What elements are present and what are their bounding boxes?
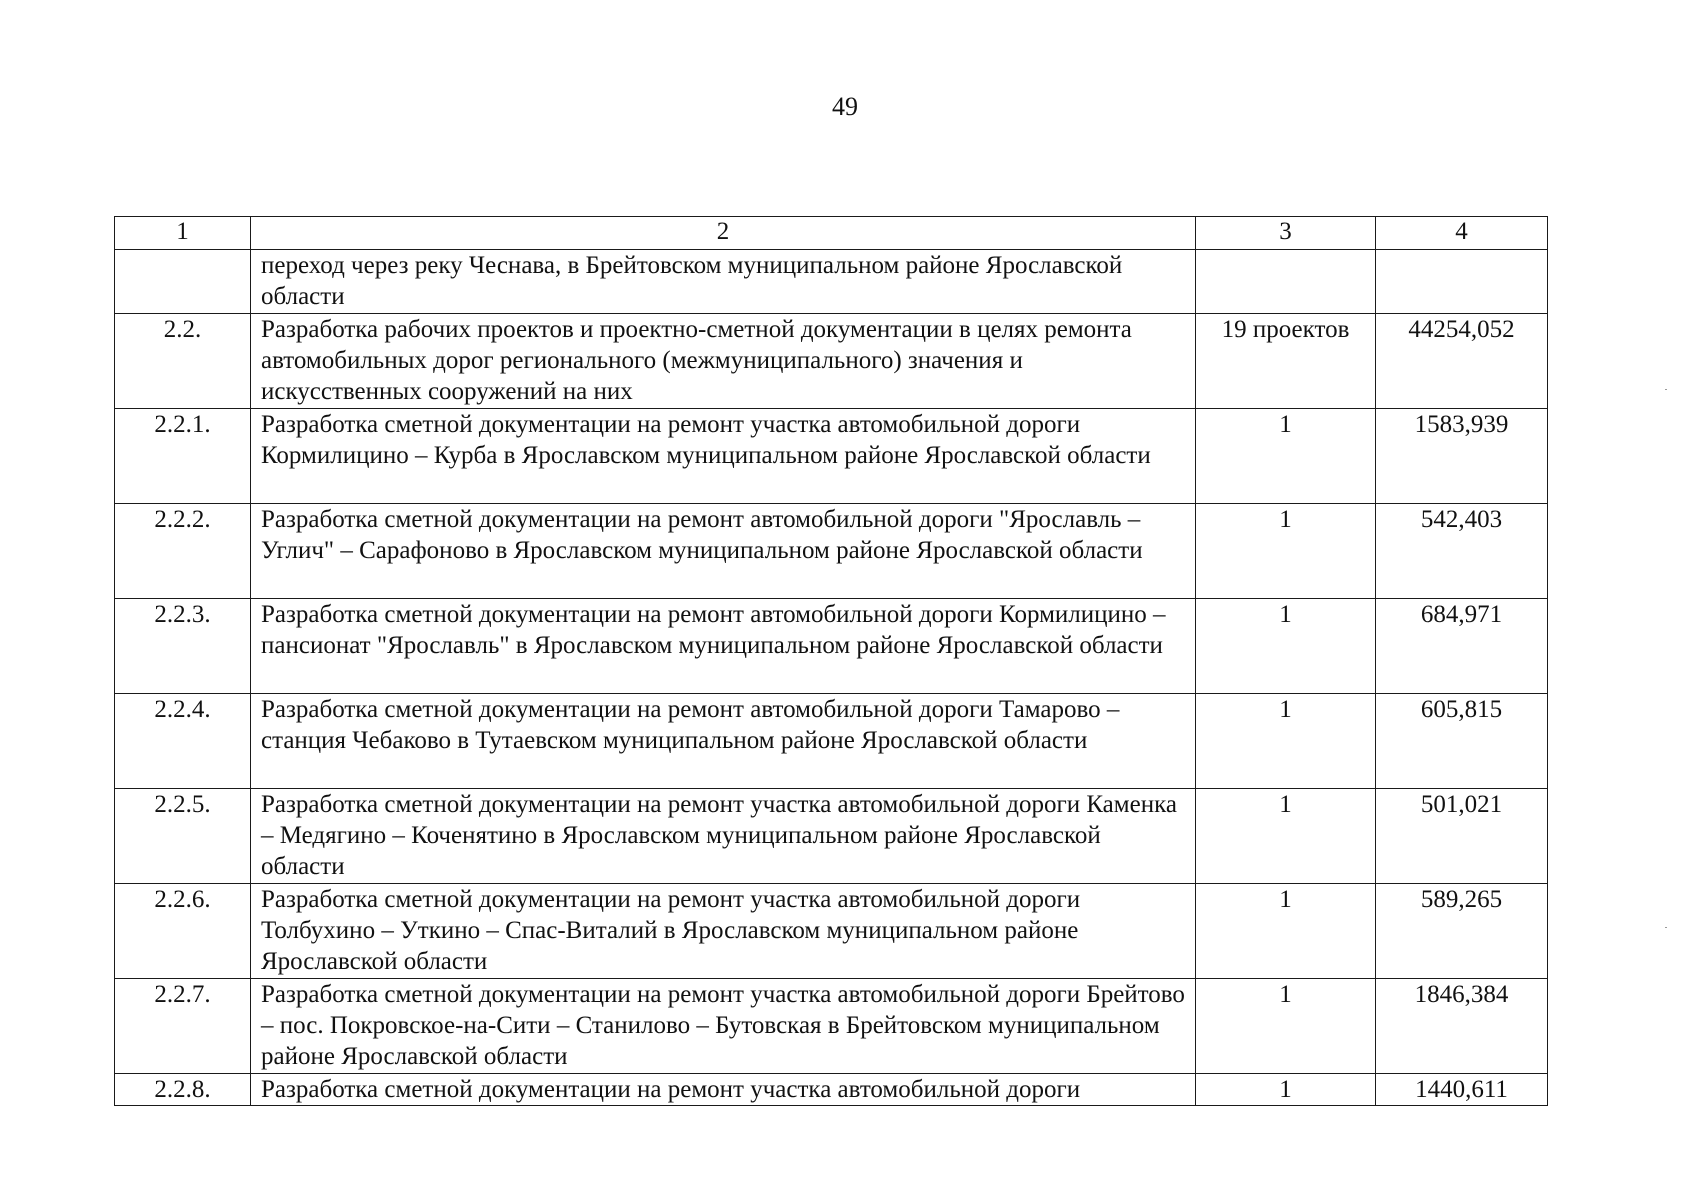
header-cell-col1: 1 xyxy=(115,217,251,250)
row-quantity: 1 xyxy=(1196,884,1376,979)
row-number: 2.2.3. xyxy=(115,599,251,694)
row-description: Разработка сметной документации на ремонт участка автомобильной дороги Толбухино – Уткино – Спас-Виталий в Ярославском муниципальном районе Ярославской области xyxy=(251,884,1196,979)
budget-table xyxy=(114,216,1548,1106)
row-number: 2.2.5. xyxy=(115,789,251,884)
table-row xyxy=(115,979,1548,1074)
row-amount: 1440,611 xyxy=(1376,1074,1548,1106)
row-number xyxy=(115,250,251,314)
header-cell-col2: 2 xyxy=(251,217,1196,250)
row-description: Разработка сметной документации на ремонт участка автомобильной дороги xyxy=(251,1074,1196,1106)
table-row xyxy=(115,789,1548,884)
row-amount: 44254,052 xyxy=(1376,314,1548,409)
row-amount: 542,403 xyxy=(1376,504,1548,599)
row-amount: 1846,384 xyxy=(1376,979,1548,1074)
row-description: Разработка рабочих проектов и проектно-сметной документации в целях ремонта автомобильных дорог регионального (межмуниципального) значения и искусственных сооружений на них xyxy=(251,314,1196,409)
table-row xyxy=(115,599,1548,694)
row-quantity: 1 xyxy=(1196,1074,1376,1106)
row-number: 2.2.6. xyxy=(115,884,251,979)
row-description: переход через реку Чеснава, в Брейтовском муниципальном районе Ярославской области xyxy=(251,250,1196,314)
table-row xyxy=(115,314,1548,409)
row-quantity: 19 проектов xyxy=(1196,314,1376,409)
table-row xyxy=(115,884,1548,979)
row-quantity: 1 xyxy=(1196,409,1376,504)
row-number: 2.2.2. xyxy=(115,504,251,599)
row-quantity: 1 xyxy=(1196,599,1376,694)
row-description: Разработка сметной документации на ремонт автомобильной дороги Тамарово – станция Чебаково в Тутаевском муниципальном районе Ярославской области xyxy=(251,694,1196,789)
row-number: 2.2.4. xyxy=(115,694,251,789)
row-description: Разработка сметной документации на ремонт автомобильной дороги "Ярославль – Углич" – Сарафоново в Ярославском муниципальном районе Ярославской области xyxy=(251,504,1196,599)
row-quantity: 1 xyxy=(1196,789,1376,884)
row-quantity: 1 xyxy=(1196,694,1376,789)
row-amount: 501,021 xyxy=(1376,789,1548,884)
row-description: Разработка сметной документации на ремонт участка автомобильной дороги Кормилицино – Курба в Ярославском муниципальном районе Ярославской области xyxy=(251,409,1196,504)
row-number: 2.2.8. xyxy=(115,1074,251,1106)
row-quantity: 1 xyxy=(1196,504,1376,599)
row-description: Разработка сметной документации на ремонт участка автомобильной дороги Каменка – Медягино – Коченятино в Ярославском муниципальном районе Ярославской области xyxy=(251,789,1196,884)
header-cell-col4: 4 xyxy=(1376,217,1548,250)
row-amount: 684,971 xyxy=(1376,599,1548,694)
row-quantity: 1 xyxy=(1196,979,1376,1074)
table-row xyxy=(115,409,1548,504)
row-description: Разработка сметной документации на ремонт автомобильной дороги Кормилицино – пансионат "Ярославль" в Ярославском муниципальном районе Ярославской области xyxy=(251,599,1196,694)
row-amount: 605,815 xyxy=(1376,694,1548,789)
page-number: 49 xyxy=(832,92,858,121)
scan-speck xyxy=(1665,389,1667,390)
scan-speck xyxy=(1665,927,1667,928)
row-number: 2.2.7. xyxy=(115,979,251,1074)
row-description: Разработка сметной документации на ремонт участка автомобильной дороги Брейтово – пос. Покровское-на-Сити – Станилово – Бутовская в Брейтовском муниципальном районе Ярославской области xyxy=(251,979,1196,1074)
table-row xyxy=(115,250,1548,314)
row-amount: 589,265 xyxy=(1376,884,1548,979)
row-amount xyxy=(1376,250,1548,314)
row-number: 2.2. xyxy=(115,314,251,409)
row-amount: 1583,939 xyxy=(1376,409,1548,504)
header-cell-col3: 3 xyxy=(1196,217,1376,250)
table-row xyxy=(115,694,1548,789)
row-number: 2.2.1. xyxy=(115,409,251,504)
table-header-row xyxy=(115,217,1548,250)
row-quantity xyxy=(1196,250,1376,314)
table-row xyxy=(115,1074,1548,1106)
table-row xyxy=(115,504,1548,599)
